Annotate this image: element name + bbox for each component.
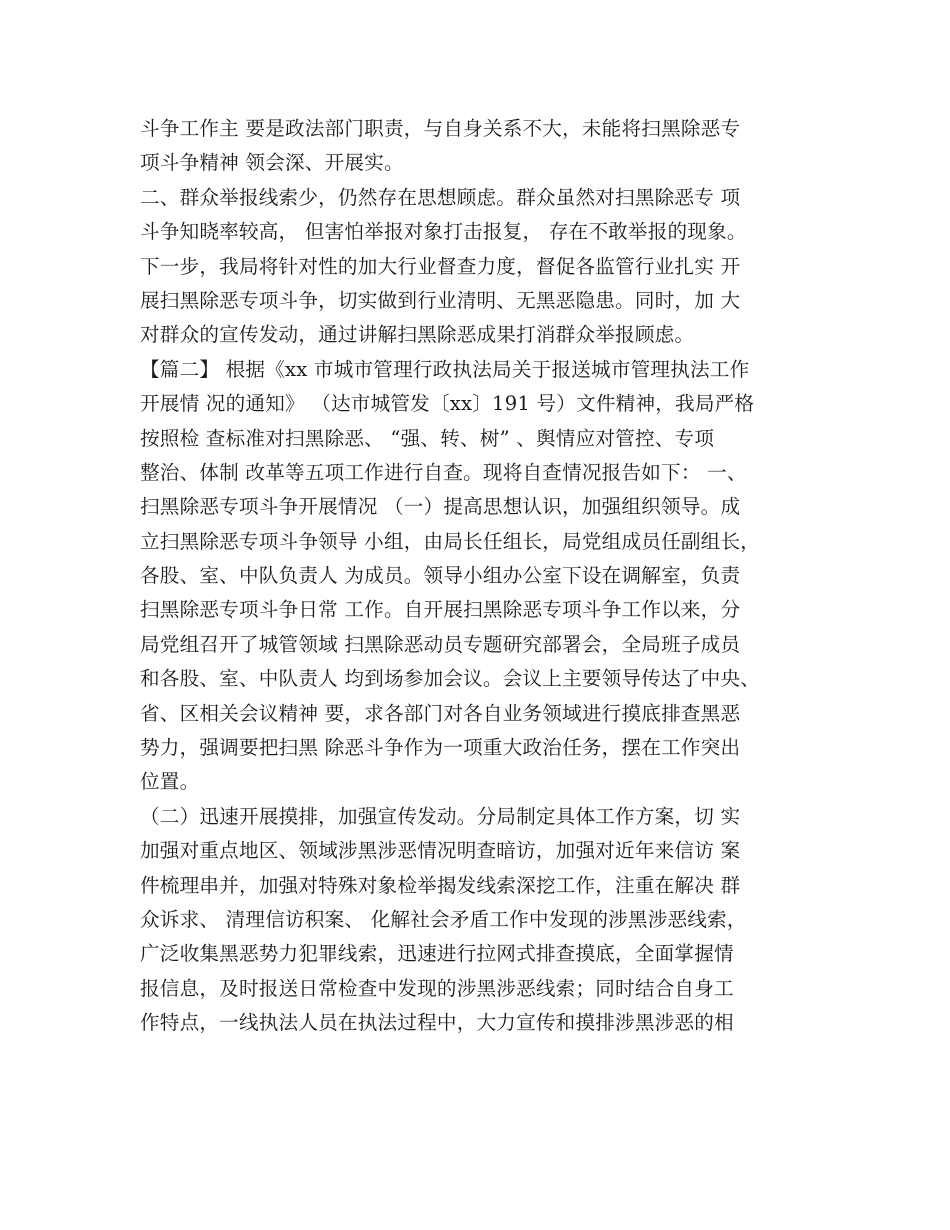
text-line: 众诉求、 清理信访积案、 化解社会矛盾工作中发现的涉黑涉恶线索，: [140, 907, 747, 931]
text-line: 扫黑除恶专项斗争开展情况 （一）提高思想认识，加强组织领导。成: [140, 495, 741, 519]
text-line: 加强对重点地区、领域涉黑涉恶情况明查暗访，加强对近年来信访 案: [140, 839, 741, 863]
text-line: 斗争知晓率较高， 但害怕举报对象打击报复， 存在不敢举报的现象。: [140, 220, 747, 244]
text-line: 立扫黑除恶专项斗争领导 小组，由局长任组长，局党组成员任副组长，: [140, 529, 761, 553]
text-line: 对群众的宣传发动，通过讲解扫黑除恶成果打消群众举报顾虑。: [140, 323, 695, 347]
text-line: 势力，强调要把扫黑 除恶斗争作为一项重大政治任务，摆在工作突出: [140, 736, 741, 760]
text-line: 按照检 查标准对扫黑除恶、 “强、转、树” 、舆情应对管控、专项: [140, 426, 715, 450]
text-line: 展扫黑除恶专项斗争，切实做到行业清明、无黑恶隐患。同时，加 大: [140, 288, 741, 312]
text-line: 位置。: [140, 770, 200, 794]
text-line: 下一步，我局将针对性的加大行业督查力度，督促各监管行业扎实 开: [140, 254, 741, 278]
text-line: 报信息，及时报送日常检查中发现的涉黑涉恶线索；同时结合自身工: [140, 976, 734, 1000]
text-line: 斗争工作主 要是政法部门职责，与自身关系不大，未能将扫黑除恶专: [140, 117, 741, 140]
text-line: 各股、室、中队负责人 为成员。领导小组办公室下设在调解室，负责: [140, 564, 741, 588]
text-line: 局党组召开了城管领域 扫黑除恶动员专题研究部署会，全局班子成员: [140, 632, 741, 656]
text-line: 二、群众举报线索少，仍然存在思想顾虑。群众虽然对扫黑除恶专 项: [140, 185, 741, 209]
text-line: 整治、体制 改革等五项工作进行自查。现将自查情况报告如下： 一、: [140, 460, 747, 484]
text-line: 扫黑除恶专项斗争日常 工作。自开展扫黑除恶专项斗争工作以来，分: [140, 598, 741, 622]
text-line: 【篇二】 根据《xx 市城市管理行政执法局关于报送城市管理执法工作: [140, 357, 750, 381]
text-line: 省、区相关会议精神 要，求各部门对各自业务领域进行摸底排查黑恶: [140, 701, 741, 725]
text-line: （二）迅速开展摸排，加强宣传发动。分局制定具体工作方案，切 实: [140, 804, 741, 828]
text-line: 广泛收集黑恶势力犯罪线索，迅速进行拉网式排查摸底，全面掌握情: [140, 942, 734, 966]
text-line: 开展情 况的通知》 （达市城管发〔xx〕191 号）文件精神，我局严格: [140, 392, 755, 416]
body-text: [140, 112, 830, 1041]
text-line: 项斗争精神 领会深、开展实。: [140, 151, 404, 175]
text-line: 件梳理串并，加强对特殊对象检举揭发线索深挖工作，注重在解决 群: [140, 873, 741, 897]
text-line: 作特点，一线执法人员在执法过程中，大力宣传和摸排涉黑涉恶的相: [140, 1011, 734, 1035]
text-line: 和各股、室、中队责人 均到场参加会议。会议上主要领导传达了中央、: [140, 667, 761, 691]
